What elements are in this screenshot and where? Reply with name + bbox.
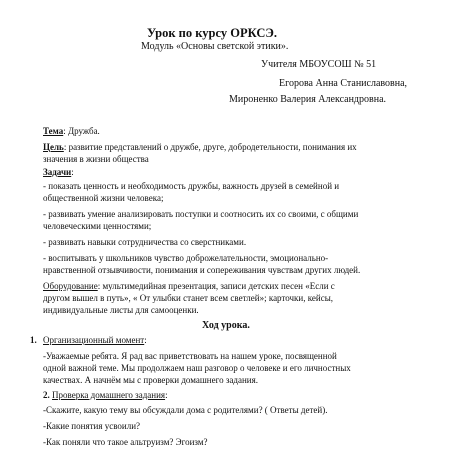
equipment-label: Оборудование — [43, 281, 98, 291]
topic-line — [43, 127, 100, 136]
section-1-line-1: -Уважаемые ребята. Я рад вас приветствовать на нашем уроке, посвященной — [43, 351, 337, 361]
section-1-heading: 1. Организационный момент: — [30, 335, 147, 345]
section-1-number: 1. — [30, 335, 37, 345]
topic-label: Тема — [43, 126, 64, 136]
task-1-line-1: - показать ценность и необходимость дружбы, важность друзей в семейной и — [43, 181, 340, 191]
goal-line-1 — [43, 143, 357, 152]
goal-text: : развитие представлений о дружбе, друге, добродетельности, понимания их — [63, 142, 357, 152]
section-1-line-3: качествах. А начнём мы с проверки домашнего задания. — [43, 375, 258, 385]
section-2-question-1: -Скажите, какую тему вы обсуждали дома с родителями? ( Ответы детей). — [43, 405, 328, 415]
equipment-line-3: индивидуальные листы для самооценки. — [43, 305, 199, 315]
section-2-question-3: -Как поняли что такое альтруизм? Эгоизм? — [43, 437, 208, 447]
author-name-1: Егорова Анна Станиславовна, — [279, 78, 408, 89]
module-subtitle: Модуль «Основы светской этики». — [141, 41, 289, 52]
tasks-label: Задачи — [43, 167, 72, 177]
section-2-number: 2. — [43, 390, 50, 400]
section-1-label: Организационный момент — [43, 335, 145, 345]
teacher-line: Учителя МБОУСОШ № 51 — [261, 59, 377, 70]
goal-label: Цель — [43, 142, 64, 152]
task-2-line-2: человеческими ценностями; — [43, 221, 152, 231]
task-4-line-1: - воспитывать у школьников чувство доброжелательности, эмоционально- — [43, 253, 329, 263]
equipment-line-2: другом вышел в путь», « От улыбки станет всем светлей»; карточки, кейсы, — [43, 293, 333, 303]
author-name-2: Мироненко Валерия Александровна. — [229, 94, 387, 105]
document-title: Урок по курсу ОРКСЭ. — [147, 26, 277, 40]
lesson-heading: Ход урока. — [202, 320, 250, 331]
equipment-text: : мультимедийная презентация, записи детских песен «Если с — [97, 281, 335, 291]
tasks-heading: Задачи: — [43, 167, 74, 177]
section-1-line-2: одной важной теме. Мы продолжаем наш разговор о человеке и его личностных — [43, 363, 351, 373]
task-4-line-2: нравственной отзывчивости, понимания и сопереживания чувствам других людей. — [43, 265, 361, 275]
section-2-label: Проверка домашнего задания — [52, 390, 166, 400]
goal-line-2: значения в жизни общества — [43, 154, 149, 164]
equipment-line-1 — [43, 282, 335, 291]
topic-text: : Дружба. — [63, 126, 100, 136]
task-3-line-1: - развивать навыки сотрудничества со сверстниками. — [43, 237, 247, 247]
section-2-question-2: -Какие понятия усвоили? — [43, 421, 141, 431]
task-2-line-1: - развивать умение анализировать поступки и соотносить их со своими, с общими — [43, 209, 359, 219]
section-2-heading: 2. Проверка домашнего задания: — [43, 390, 168, 400]
task-1-line-2: общественной жизни человека; — [43, 193, 164, 203]
